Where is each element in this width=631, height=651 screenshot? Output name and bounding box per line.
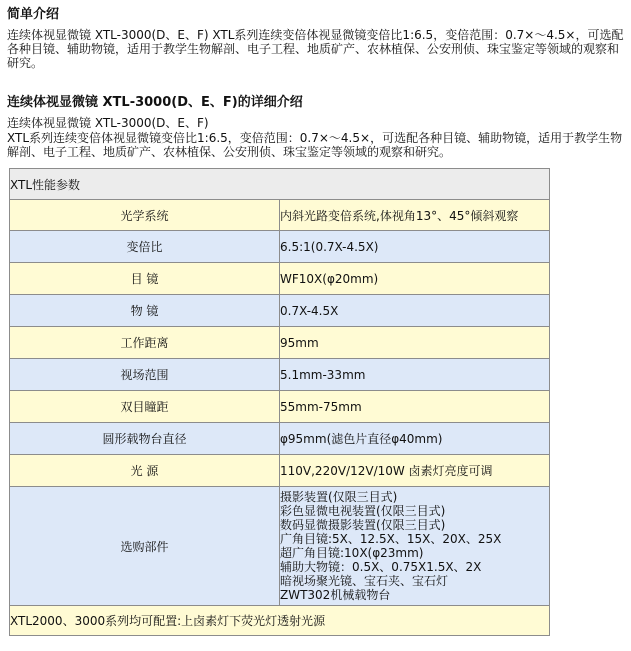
detail-intro-heading: 连续体视显微镜 XTL-3000(D、E、F)的详细介绍 (7, 95, 303, 110)
table-row (10, 263, 550, 295)
option-item: 数码显微摄影装置(仅限三目式) (280, 518, 446, 532)
options-label: 选购部件 (10, 487, 280, 606)
spec-label: 工作距离 (10, 327, 280, 359)
spec-label: 圆形载物台直径 (10, 423, 280, 455)
table-row (10, 391, 550, 423)
options-list (280, 487, 550, 606)
spec-table-footer: XTL2000、3000系列均可配置:上卤素灯下荧光灯透射光源 (10, 606, 550, 636)
spec-table-footer-row (10, 606, 550, 636)
spec-value: WF10X(φ20mm) (280, 263, 550, 295)
table-row (10, 327, 550, 359)
table-row (10, 423, 550, 455)
spec-label: 双目瞳距 (10, 391, 280, 423)
spec-value: 95mm (280, 327, 550, 359)
spec-label: 物 镜 (10, 295, 280, 327)
spec-value: 55mm-75mm (280, 391, 550, 423)
table-row (10, 455, 550, 487)
spec-value: 6.5:1(0.7X-4.5X) (280, 231, 550, 263)
spec-table-caption-row (10, 169, 550, 200)
spec-label: 变倍比 (10, 231, 280, 263)
spec-label: 光学系统 (10, 200, 280, 231)
table-row (10, 200, 550, 231)
spec-value: φ95mm(滤色片直径φ40mm) (280, 423, 550, 455)
spec-label: 视场范围 (10, 359, 280, 391)
spec-value: 5.1mm-33mm (280, 359, 550, 391)
option-item: ZWT302机械载物台 (280, 588, 391, 602)
option-item: 广角目镜:5X、12.5X、15X、20X、25X (280, 532, 502, 546)
table-row (10, 231, 550, 263)
table-row (10, 359, 550, 391)
option-item: 辅助大物镜：0.5X、0.75X1.5X、2X (280, 560, 482, 574)
options-row (10, 487, 550, 606)
spec-value: 0.7X-4.5X (280, 295, 550, 327)
spec-label: 目 镜 (10, 263, 280, 295)
detail-intro-text: XTL系列连续变倍体视显微镜变倍比1:6.5，变倍范围：0.7×～4.5×，可选配各种目镜、辅助物镜，适用于教学生物解剖、电子工程、地质矿产、农林植保、公安刑侦、珠宝鉴定等领域的观察和研究。 (7, 131, 623, 159)
spec-value: 110V,220V/12V/10W 卤素灯亮度可调 (280, 455, 550, 487)
option-item: 超广角目镜:10X(φ23mm) (280, 546, 424, 560)
brief-intro-text: 连续体视显微镜 XTL-3000(D、E、F) XTL系列连续变倍体视显微镜变倍比1:6.5，变倍范围：0.7×～4.5×，可选配各种目镜、辅助物镜，适用于教学生物解剖、电子工程、地质矿产、农林植保、公安刑侦、珠宝鉴定等领域的观察和研究。 (7, 28, 624, 70)
spec-label: 光 源 (10, 455, 280, 487)
detail-intro-subtitle: 连续体视显微镜 XTL-3000(D、E、F) (7, 116, 209, 130)
table-row (10, 295, 550, 327)
option-item: 暗视场聚光镜、宝石夹、宝石灯 (280, 574, 449, 588)
brief-intro-heading: 简单介绍 (7, 7, 60, 22)
option-item: 彩色显微电视装置(仅限三目式) (280, 504, 446, 518)
spec-table-caption: XTL性能参数 (10, 169, 550, 200)
spec-table (9, 168, 550, 636)
option-item: 摄影装置(仅限三目式) (280, 490, 398, 504)
spec-value: 内斜光路变倍系统,体视角13°、45°倾斜观察 (280, 200, 550, 231)
